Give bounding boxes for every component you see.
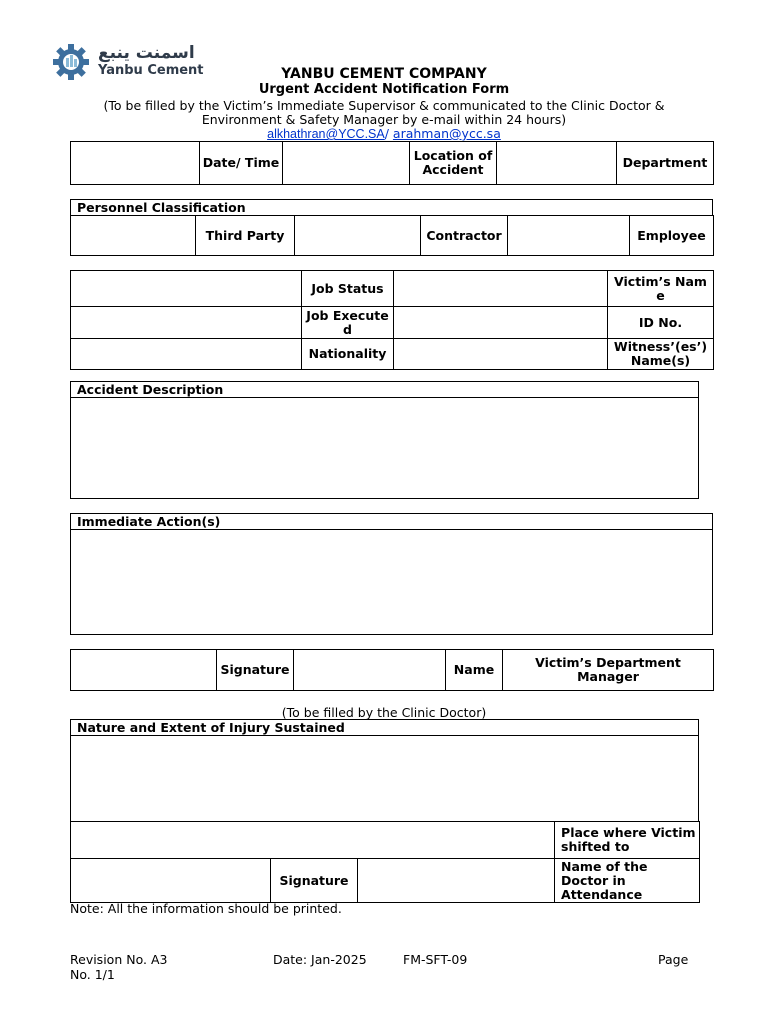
manager-signature-table xyxy=(70,649,714,691)
email-link-2[interactable]: arahman@ycc.sa xyxy=(392,126,501,141)
company-name: YANBU CEMENT COMPANY xyxy=(281,66,487,82)
location-field[interactable] xyxy=(497,142,617,185)
employee-checkbox[interactable] xyxy=(508,216,630,256)
doctor-signature-field[interactable] xyxy=(71,859,271,903)
personnel-classification-heading: Personnel Classification xyxy=(70,199,713,216)
victims-name-field[interactable] xyxy=(71,271,302,307)
signature-field[interactable] xyxy=(71,650,217,691)
dept-manager-label: Victim’s Department Manager xyxy=(503,650,714,691)
third-party-label: Third Party xyxy=(196,216,295,256)
job-executed-label: Job Executed xyxy=(302,307,394,339)
logo-english: Yanbu Cement xyxy=(98,63,204,78)
form-title: Urgent Accident Notification Form xyxy=(258,82,510,97)
instruction-line-1: (To be filled by the Victim’s Immediate Supervisor & communicated to the Clinic Doctor & xyxy=(103,98,665,113)
witnesses-field[interactable] xyxy=(71,339,302,370)
third-party-checkbox[interactable] xyxy=(71,216,196,256)
name-label: Name xyxy=(446,650,503,691)
page-label: Page xyxy=(658,952,689,967)
nationality-label: Nationality xyxy=(302,339,394,370)
doctor-name-field[interactable] xyxy=(358,859,555,903)
signature-label: Signature xyxy=(217,650,294,691)
immediate-actions-field[interactable] xyxy=(70,529,713,635)
email-line xyxy=(0,126,768,141)
revision-no: Revision No. A3 xyxy=(70,952,168,967)
contractor-label: Contractor xyxy=(421,216,508,256)
accident-description-field[interactable] xyxy=(70,397,699,499)
personnel-classification-table xyxy=(70,215,714,256)
date-time-label: Date/ Time xyxy=(200,142,283,185)
contractor-checkbox[interactable] xyxy=(295,216,421,256)
witnesses-label: Witness’(es’) Name(s) xyxy=(608,339,714,370)
location-label: Location of Accident xyxy=(410,142,497,185)
instruction-line-2: Environment & Safety Manager by e-mail within 24 hours) xyxy=(201,112,567,127)
footer-date: Date: Jan-2025 xyxy=(273,952,367,967)
job-executed-field[interactable] xyxy=(394,307,608,339)
doctor-note: (To be filled by the Clinic Doctor) xyxy=(281,705,487,720)
print-note: Note: All the information should be printed. xyxy=(70,901,342,916)
employee-label: Employee xyxy=(630,216,714,256)
email-separator: / xyxy=(384,126,393,141)
nationality-field[interactable] xyxy=(394,339,608,370)
email-link-1[interactable]: alkhathran@YCC.SA xyxy=(267,127,385,141)
place-shifted-label: Place where Victim shifted to xyxy=(555,822,700,859)
blank-cell[interactable] xyxy=(71,142,200,185)
doctor-details-table xyxy=(70,821,700,903)
name-field[interactable] xyxy=(294,650,446,691)
form-code: FM-SFT-09 xyxy=(403,952,468,967)
date-time-field[interactable] xyxy=(283,142,410,185)
place-shifted-field[interactable] xyxy=(71,822,555,859)
id-no-field[interactable] xyxy=(71,307,302,339)
incident-basics-table xyxy=(70,141,714,185)
job-status-field[interactable] xyxy=(394,271,608,307)
immediate-actions-heading: Immediate Action(s) xyxy=(70,513,713,530)
logo-arabic: اسمنت ينبع xyxy=(98,43,195,63)
page-number: No. 1/1 xyxy=(70,967,115,982)
nature-injury-heading: Nature and Extent of Injury Sustained xyxy=(70,719,699,736)
doctor-signature-label: Signature xyxy=(271,859,358,903)
nature-injury-field[interactable] xyxy=(70,735,699,822)
victim-details-table xyxy=(70,270,714,370)
doctor-name-label: Name of the Doctor in Attendance xyxy=(555,859,700,903)
victims-name-label: Victim’s Name xyxy=(608,271,714,307)
department-label: Department xyxy=(617,142,714,185)
job-status-label: Job Status xyxy=(302,271,394,307)
accident-description-heading: Accident Description xyxy=(70,381,699,398)
id-no-label: ID No. xyxy=(608,307,714,339)
